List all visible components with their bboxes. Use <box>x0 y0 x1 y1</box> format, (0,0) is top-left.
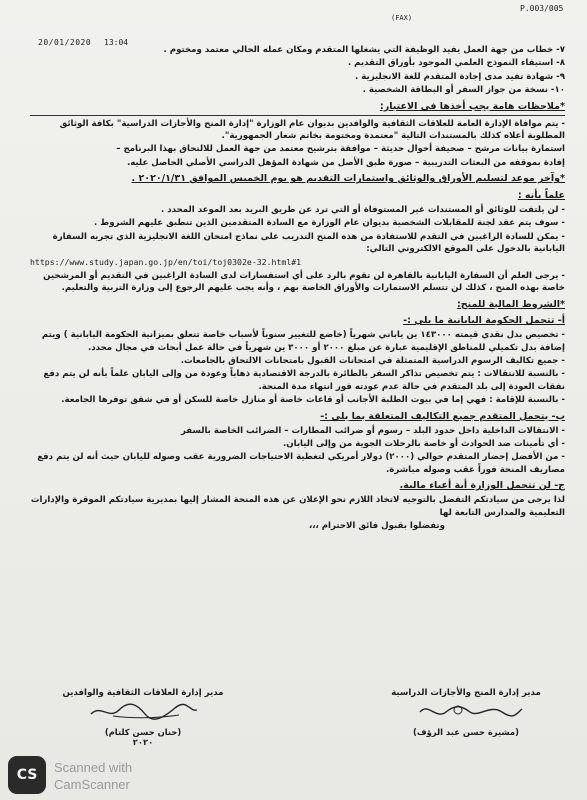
note-paragraph: استمارة بيانات مرشح – صحيفة أحوال حديثة – موافقة بترشيح معتمد من جهة العمل للالتحاق بهذا البرنامج – <box>116 144 565 155</box>
closing-paragraph: لذا يرجى من سيادتكم التفضل بالتوجيه لاتخاذ اللازم نحو الإعلان عن هذه المنحة المشار إليها بمديرية سيادتكم الموقرة والإدارات التعليمية والمدارس التابعة لها <box>30 495 565 518</box>
left-signatory-title: مدير إدارة العلاقات الثقافية والوافدين <box>62 688 224 698</box>
government-heading: أ- تتحمل الحكومة اليابانية ما يلي :- <box>403 315 565 327</box>
right-signatory-title: مدير إدارة المنح والأجازات الدراسية <box>391 688 541 698</box>
government-item: - بالنسبة للإقامة : فهي إما في بيوت الطلبة الأجانب أو قاعات خاصة أو منازل خاصة للسكن أو في شقق توفرها الجامعة. <box>61 395 565 406</box>
applicant-item: - أي تأمينات ضد الحوادث أو خاصة بالرحلات الجوية من وإلى اليابان. <box>283 439 565 449</box>
ministry-heading: ج- لن تتحمل الوزارة أية أعباء مالية. <box>399 480 565 492</box>
handwritten-signature-icon <box>406 700 526 722</box>
fax-label: (FAX) <box>391 14 413 22</box>
notice-item: - يمكن للسادة الراغبين في التقدم للاستفادة من هذه المنح التدريب على نماذج امتحان اللغة الانجليزية الذي تجريه السفارة اليابانية بالدخول على الموقع الالكتروني التالي: <box>52 231 565 255</box>
list-item: ٩- شهادة تفيد مدى إجادة المتقدم للغة الانجليزية . <box>355 71 565 82</box>
list-item: ١٠- نسخة من جواز السفر أو البطاقة الشخصية . <box>362 85 565 96</box>
government-item: - جميع تكاليف الرسوم الدراسية المتمثلة في امتحانات القبول بامتحانات الالتحاق بالجامعات. <box>180 355 565 366</box>
fax-date: 20/01/2020 <box>38 38 92 47</box>
left-signature-block <box>58 688 228 747</box>
watermark-line-1: Scanned with <box>54 760 133 775</box>
list-item: ٧- خطاب من جهة العمل يفيد الوظيفة التي يشغلها المتقدم ومكان عمله الحالي معتمد ومختوم . <box>163 45 565 55</box>
right-signature-block <box>376 688 556 737</box>
watermark-line-2: CamScanner <box>54 777 130 792</box>
signature-area <box>20 672 570 752</box>
list-item: ٨- استيفاء النموذج العلمي الموجود بأوراق التقديم . <box>347 58 565 69</box>
applicant-heading: ب- يتحمل المتقدم جميع التكاليف المتعلقة بما يلي :- <box>320 410 565 422</box>
notice-heading: علماً بأنه : <box>517 190 565 202</box>
notice-item: - يرجى العلم أن السفارة اليابانية بالقاهرة لن تقوم بالرد على أي استفسارات لدى السادة الراغبين في التقديم أو المرشحين خاصة بهذه المنح ، كذلك لن تتسلم الاستمارات والأوراق الخاصة بهم ، وأنه يجب عليهم الرجوع إلى وزارة التربية والتعليم. <box>43 270 565 294</box>
document-body <box>30 44 565 533</box>
left-signatory-name: (حنان حسن كلتام) <box>104 727 182 737</box>
website-url[interactable]: https://www.study.japan.go.jp/en/toi/toj0302e-32.html#1 <box>30 256 302 267</box>
applicant-item: - الانتقالات الداخلية داخل حدود البلد – رسوم أو ضرائب المطارات – الضرائب الخاصة بالسفر <box>180 425 565 436</box>
government-item: - تخصيص بدل نقدي قيمته ١٤٣٠٠٠ ين ياباني شهرياً (خاضع للتغيير سنوياً لأسباب خاصة تتعلق بميزانية الحكومة اليابانية ) ويتم إضافة بدل تكميلي للمناطق الإقليمية عبارة عن مبلغ ٢٠٠٠ أو ٣٠٠٠ ين شهرياً في حالة عمل أبحاث في مجال محدد. <box>41 330 565 353</box>
notice-item: - سوف يتم عقد لجنة للمقابلات الشخصية بديوان عام الوزارة مع السادة المتقدمين الذين تنطبق عليهم الشروط . <box>94 218 565 229</box>
divider <box>30 115 565 116</box>
applicant-item: - من الأفضل إحضار المتقدم حوالي (٢٠٠٠) دولار أمريكي لتغطية الاحتياجات الضرورية عقب وصوله لليابان حيث أنه لن يتم دفع مصاريف المنحة فوراً عقب وصوله مباشرة. <box>37 452 565 475</box>
right-signatory-name: (مشيرة حسن عبد الرؤف) <box>413 727 519 737</box>
note-paragraph: إفادة بموقفه من البعثات التدريبية – صورة طبق الأصل من شهادة المؤهل الدراسي الأصلي الحاصل عليه. <box>126 157 565 168</box>
closing-salutation: وتفضلوا بقبول فائق الاحترام ،،، <box>308 521 445 532</box>
left-signature-date: ٢٠٢٠ <box>132 737 154 747</box>
government-item: - بالنسبة للانتقالات : يتم تخصيص تذاكر السفر بالطائرة بالدرجة الاقتصادية ذهاباً وعودة من وإلى اليابان علماً بأنه لن يتم دفع نفقات العودة إلى بلد المتقدم في حالة عدم عودته فور انتهاء مدة المنحة. <box>43 369 565 392</box>
camscanner-logo-icon: CS <box>8 756 46 794</box>
deadline-text: *وآخر موعد لتسليم الأوراق والوثائق واستمارات التقديم هو يوم الخميس الموافق ٢٠٢٠/١/٣١ . <box>131 173 565 185</box>
note-paragraph: - يتم موافاة الإدارة العامة للعلاقات الثقافية والوافدين بديوان عام الوزارة "إدارة المنح والأجازات الدراسية" بكافة الوثائق المطلوبة أعلاه كذلك بالمستندات التالية "معتمدة ومختومة بخاتم شعار الجمهورية". <box>59 118 565 142</box>
camscanner-watermark <box>54 759 132 793</box>
handwritten-signature-icon <box>83 700 203 722</box>
fax-page-number: P.003/005 <box>520 4 564 13</box>
notice-item: - لن يلتفت للوثائق أو المستندات غير المستوفاة أو التي ترد عن طريق البريد بعد الموعد المحدد . <box>160 204 565 215</box>
fax-header <box>0 0 587 50</box>
financial-heading: *الشروط المالية للمنح: <box>456 298 565 310</box>
notes-heading: *ملاحظات هامة يجب أخذها في الاعتبار: <box>379 100 565 112</box>
fax-time: 13:04 <box>104 38 129 47</box>
